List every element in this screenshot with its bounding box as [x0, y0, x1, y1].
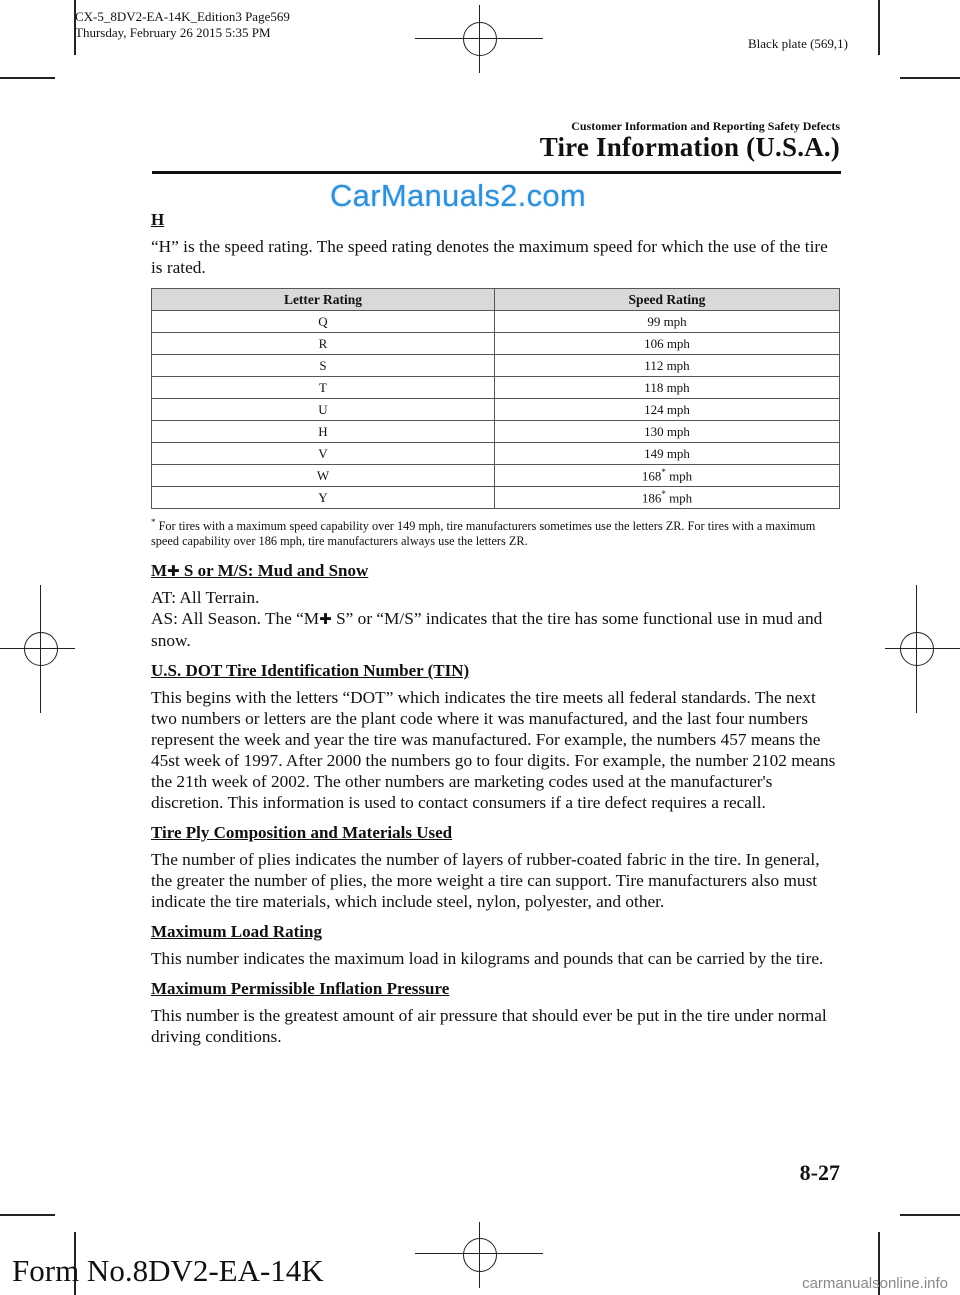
- letter-cell: R: [152, 333, 495, 355]
- page-content: [151, 210, 843, 1057]
- speed-intro: “H” is the speed rating. The speed rating denotes the maximum speed for which the use of the tire is rated.: [151, 237, 828, 277]
- text-part: S” or “M/S” indicates that the tire has some functional use in mud and snow.: [151, 609, 823, 651]
- crop-mark-bottom-left-h: [0, 1214, 55, 1216]
- speed-cell: 106 mph: [495, 333, 840, 355]
- speed-cell: 112 mph: [495, 355, 840, 377]
- letter-cell: Y: [152, 487, 495, 509]
- footnote-marker: *: [151, 517, 156, 527]
- table-row: [152, 443, 840, 465]
- speed-value: 168: [641, 468, 662, 484]
- speed-cell: [495, 487, 840, 509]
- letter-cell: W: [152, 465, 495, 487]
- dot-heading: U.S. DOT Tire Identification Number (TIN): [151, 661, 470, 681]
- mud-snow-heading: [151, 561, 843, 581]
- ply-heading: Tire Ply Composition and Materials Used: [151, 823, 453, 843]
- site-watermark: carmanualsonline.info: [802, 1275, 948, 1292]
- table-row: [152, 465, 840, 487]
- letter-cell: V: [152, 443, 495, 465]
- page-number: 8-27: [799, 1160, 840, 1185]
- letter-cell: T: [152, 377, 495, 399]
- crop-mark-bottom-right-h: [900, 1214, 960, 1216]
- header-speed-rating: Speed Rating: [495, 289, 840, 311]
- footnote-marker: *: [661, 488, 666, 499]
- table-row: [152, 355, 840, 377]
- speed-rating-table: [151, 288, 840, 509]
- print-header-file: CX-5_8DV2-EA-14K_Edition3 Page569: [75, 9, 290, 24]
- section-title: Tire Information (U.S.A.): [539, 132, 840, 162]
- footnote-marker: *: [661, 466, 666, 477]
- crop-mark-top-right-h: [900, 77, 960, 79]
- watermark-logo: CarManuals2.com: [330, 178, 587, 213]
- section-category: Customer Information and Reporting Safety Defects: [571, 119, 840, 133]
- plus-icon: ✚: [319, 610, 332, 629]
- speed-cell: 130 mph: [495, 421, 840, 443]
- letter-cell: U: [152, 399, 495, 421]
- all-terrain-line: AT: All Terrain.: [151, 588, 260, 608]
- pressure-body: This number is the greatest amount of air pressure that should ever be put in the tire under normal driving conditions.: [151, 1006, 827, 1047]
- letter-cell: H: [152, 421, 495, 443]
- form-number: Form No.8DV2-EA-14K: [12, 1253, 324, 1288]
- plate-label: Black plate (569,1): [748, 36, 848, 51]
- table-row: [152, 377, 840, 399]
- speed-footnote: [151, 515, 843, 549]
- dot-body: This begins with the letters “DOT” which indicates the tire meets all federal standards. The next two numbers or letters are the plant code where it was manufactured, and the last four numbers represent the week and year the tire was manufactured. For example, the numbers 457 means the 45st week of 1997. After 2000 the numbers go to four digits. For example, the number 2102 means the 21th week of 2002. The other numbers are marketing codes used at the manufacturer's discretion. This information is used to contact consumers if a tire defect requires a recall.: [151, 688, 836, 813]
- pressure-heading: Maximum Permissible Inflation Pressure: [151, 979, 450, 999]
- speed-unit: mph: [665, 490, 693, 506]
- mud-snow-body: [151, 587, 843, 651]
- speed-cell: 124 mph: [495, 399, 840, 421]
- table-row: [152, 399, 840, 421]
- footnote-text: For tires with a maximum speed capability over 149 mph, tire manufacturers sometimes use the letters ZR. For tires with a maximum speed capability over 186 mph, tire manufacturers always use the letters ZR.: [151, 519, 816, 549]
- table-row: [152, 421, 840, 443]
- print-header: [75, 9, 290, 41]
- speed-cell: [495, 465, 840, 487]
- load-heading: Maximum Load Rating: [151, 922, 322, 942]
- heading-part: M: [151, 561, 168, 581]
- ply-body: The number of plies indicates the number of layers of rubber-coated fabric in the tire. In general, the greater the number of plies, the more weight a tire can support. Tire manufacturers also must indicate the tire materials, which include steel, nylon, polyester, and other.: [151, 850, 820, 912]
- title-divider: [152, 171, 841, 174]
- all-season-line: [151, 608, 843, 651]
- speed-cell: 118 mph: [495, 377, 840, 399]
- letter-cell: S: [152, 355, 495, 377]
- table-row: [152, 487, 840, 509]
- plus-icon: ✚: [167, 562, 180, 581]
- table-row: [152, 333, 840, 355]
- speed-heading: H: [151, 210, 165, 229]
- text-part: AS: All Season. The “M: [151, 609, 320, 629]
- print-header-date: Thursday, February 26 2015 5:35 PM: [75, 25, 271, 40]
- crop-mark-top-right-v: [878, 0, 880, 55]
- table-header-row: [152, 289, 840, 311]
- speed-value: 186: [641, 490, 662, 506]
- speed-cell: 99 mph: [495, 311, 840, 333]
- speed-unit: mph: [665, 468, 693, 484]
- crop-mark-top-left-h: [0, 77, 55, 79]
- load-body: This number indicates the maximum load in kilograms and pounds that can be carried by the tire.: [151, 949, 824, 969]
- heading-part: S or M/S: Mud and Snow: [179, 561, 369, 581]
- speed-cell: 149 mph: [495, 443, 840, 465]
- header-letter-rating: Letter Rating: [152, 289, 495, 311]
- table-row: [152, 311, 840, 333]
- letter-cell: Q: [152, 311, 495, 333]
